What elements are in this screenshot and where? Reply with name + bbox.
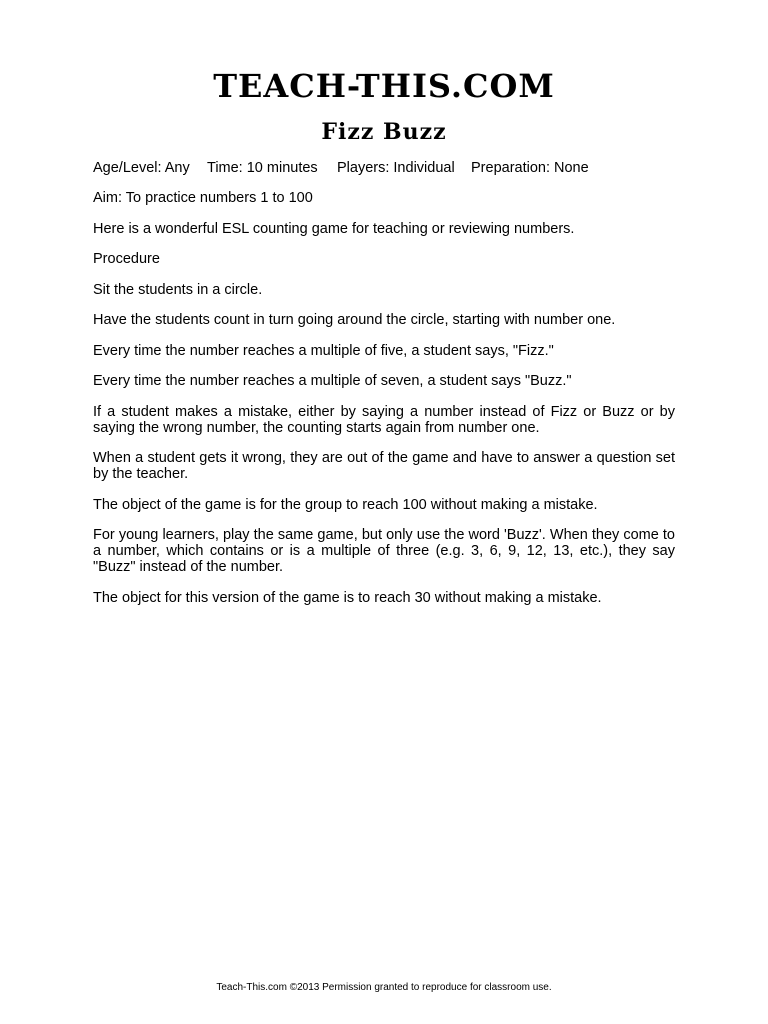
meta-players: Players: Individual: [337, 160, 455, 176]
procedure-step: Sit the students in a circle.: [93, 281, 263, 298]
footer-copyright: Teach-This.com ©2013 Permission granted to reproduce for classroom use.: [216, 982, 552, 993]
procedure-step: Every time the number reaches a multiple of seven, a student says "Buzz.": [93, 373, 572, 389]
procedure-step: The object of the game is for the group to reach 100 without making a mistake.: [93, 496, 598, 513]
aim-paragraph: Aim: To practice numbers 1 to 100: [93, 190, 313, 206]
procedure-heading: Procedure: [93, 251, 160, 267]
meta-preparation: Preparation: None: [471, 160, 589, 176]
document-title: Fizz Buzz: [321, 119, 447, 145]
young-learners-paragraph: For young learners, play the same game, but only use the word 'Buzz'. When they come to a number, which contains or is a multiple of three (e.g. 3, 6, 9, 12, 13, etc.), they say "Buzz" instead of the number.: [93, 527, 675, 575]
procedure-step: Every time the number reaches a multiple of five, a student says, "Fizz.": [93, 342, 554, 359]
procedure-step: If a student makes a mistake, either by saying a number instead of Fizz or Buzz or by saying the wrong number, the counting starts again from number one.: [93, 403, 675, 436]
procedure-step: When a student gets it wrong, they are out of the game and have to answer a question set by the teacher.: [93, 450, 675, 482]
intro-paragraph: Here is a wonderful ESL counting game for teaching or reviewing numbers.: [93, 220, 575, 237]
procedure-step: Have the students count in turn going around the circle, starting with number one.: [93, 312, 616, 328]
meta-time: Time: 10 minutes: [207, 160, 318, 176]
site-title: TEACH-THIS.COM: [213, 67, 555, 105]
activity-meta: [93, 160, 675, 176]
meta-age-level: Age/Level: Any: [93, 160, 190, 176]
young-learners-object: The object for this version of the game is to reach 30 without making a mistake.: [93, 589, 602, 606]
document-content: [93, 160, 675, 620]
